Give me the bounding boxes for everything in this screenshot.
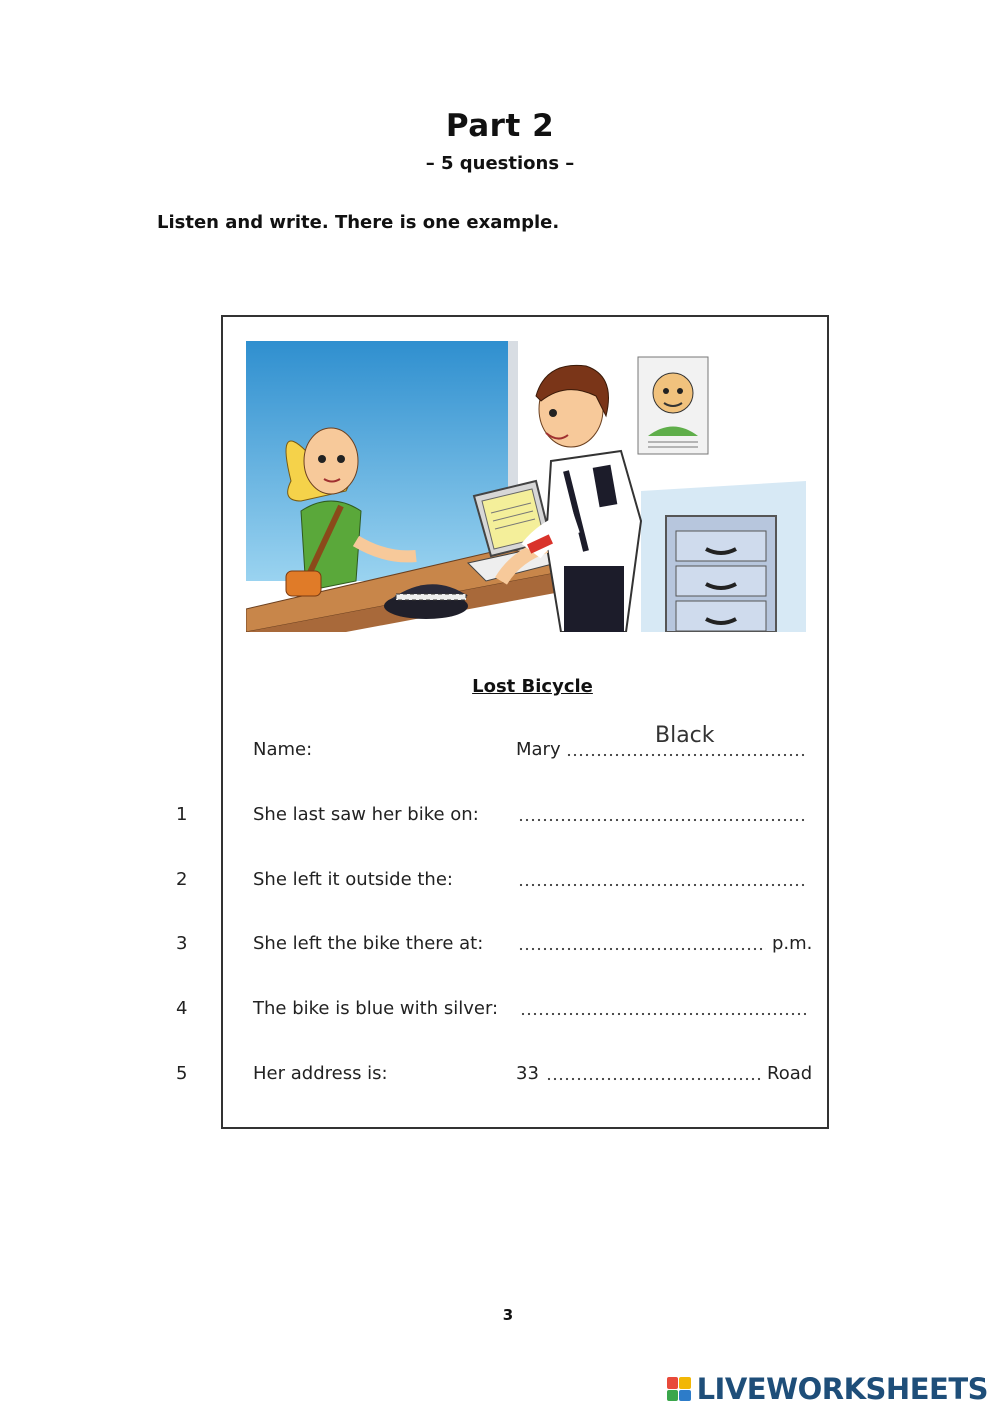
page-subtitle: – 5 questions –	[425, 153, 575, 174]
question-number: 1	[176, 804, 188, 825]
liveworksheets-logo-icon	[667, 1377, 691, 1401]
example-row	[0, 739, 1000, 769]
example-label: Name:	[253, 739, 313, 760]
question-row	[0, 869, 1000, 899]
question-number: 5	[176, 1063, 188, 1084]
question-number: 2	[176, 869, 188, 890]
page-title: Part 2	[445, 108, 555, 144]
question-row	[0, 804, 1000, 834]
form-title: Lost Bicycle	[472, 676, 593, 697]
question-row	[0, 933, 1000, 963]
question-label: She last saw her bike on:	[253, 804, 479, 825]
instruction-text: Listen and write. There is one example.	[157, 212, 560, 233]
question-label: Her address is:	[253, 1063, 388, 1084]
brand-watermark[interactable]	[667, 1373, 988, 1405]
police-station-illustration	[246, 341, 806, 632]
example-answer-line	[566, 752, 806, 758]
page-number: 3	[502, 1306, 514, 1324]
illustration-svg	[246, 341, 806, 632]
answer-line[interactable]	[520, 1011, 806, 1017]
answer-line[interactable]	[546, 1076, 762, 1082]
question-label: She left the bike there at:	[253, 933, 484, 954]
question-row	[0, 1063, 1000, 1093]
question-row	[0, 998, 1000, 1028]
answer-suffix: Road	[767, 1063, 813, 1084]
brand-name: LIVEWORKSHEETS	[696, 1372, 988, 1406]
question-number: 3	[176, 933, 188, 954]
answer-line[interactable]	[518, 946, 766, 952]
answer-prefix: 33	[516, 1063, 539, 1084]
question-label: She left it outside the:	[253, 869, 453, 890]
example-answer: Black	[655, 723, 715, 748]
question-label: The bike is blue with silver:	[253, 998, 499, 1019]
answer-line[interactable]	[518, 817, 806, 823]
question-number: 4	[176, 998, 188, 1019]
answer-suffix: p.m.	[772, 933, 813, 954]
answer-line[interactable]	[518, 882, 806, 888]
example-prefix: Mary	[516, 739, 561, 760]
